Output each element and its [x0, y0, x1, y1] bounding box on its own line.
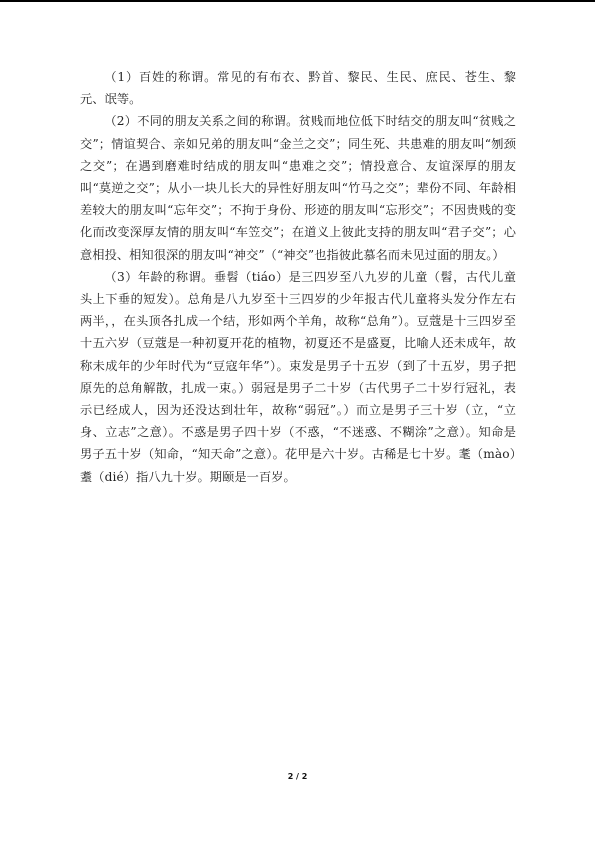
paragraph-age-titles: （3）年龄的称谓。垂髫（tiáo）是三四岁至八九岁的儿童（髫，古代儿童头上下垂的短发）。总角是八九岁至十三四岁的少年报古代儿童将头发分作左右两半，，在头顶各扎成一个结，形如两个羊角，故称“总角”）。豆蔻是十三四岁至十五六岁（豆蔻是一种初夏开花的植物，初夏还不是盛夏，比喻人还未成年，故称未成年的少年时代为“豆寇年华”）。束发是男子十五岁（到了十五岁，男子把原先的总角解散，扎成一束。）弱冠是男子二十岁（古代男子二十岁行冠礼，表示已经成人，因为还没达到壮年，故称“弱冠”。）而立是男子三十岁（立，“立身、立志”之意）。不惑是男子四十岁（不惑，“不迷惑、不糊涂”之意）。知命是男子五十岁（知命，“知天命”之意）。花甲是六十岁。古稀是七十岁。耄（mào）耋（dié）指八九十岁。期颐是一百岁。: [80, 269, 516, 484]
header-rule: [0, 0, 595, 2]
document-body: [80, 66, 516, 488]
page-number: 2 / 2: [287, 772, 308, 781]
paragraph-commoner-titles: （1）百姓的称谓。常见的有布衣、黔首、黎民、生民、庶民、苍生、黎元、氓等。: [80, 70, 516, 107]
paragraph-friendship-titles: （2）不同的朋友关系之间的称谓。贫贱而地位低下时结交的朋友叫“贫贱之交”；情谊契合、亲如兄弟的朋友叫“金兰之交”；同生死、共患难的朋友叫“刎颈之交”；在遇到磨难时结成的朋友叫“患难之交”；情投意合、友谊深厚的朋友叫“莫逆之交”；从小一块儿长大的异性好朋友叫“竹马之交”；辈份不同、年龄相差较大的朋友叫“忘年交”；不拘于身份、形迹的朋友叫“忘形交”；不因贵贱的变化而改变深厚友情的朋友叫“车笠交”；在道义上彼此支持的朋友叫“君子交”；心意相投、相知很深的朋友叫“神交”（“神交”也指彼此慕名而未见过面的朋友。）: [80, 114, 516, 262]
